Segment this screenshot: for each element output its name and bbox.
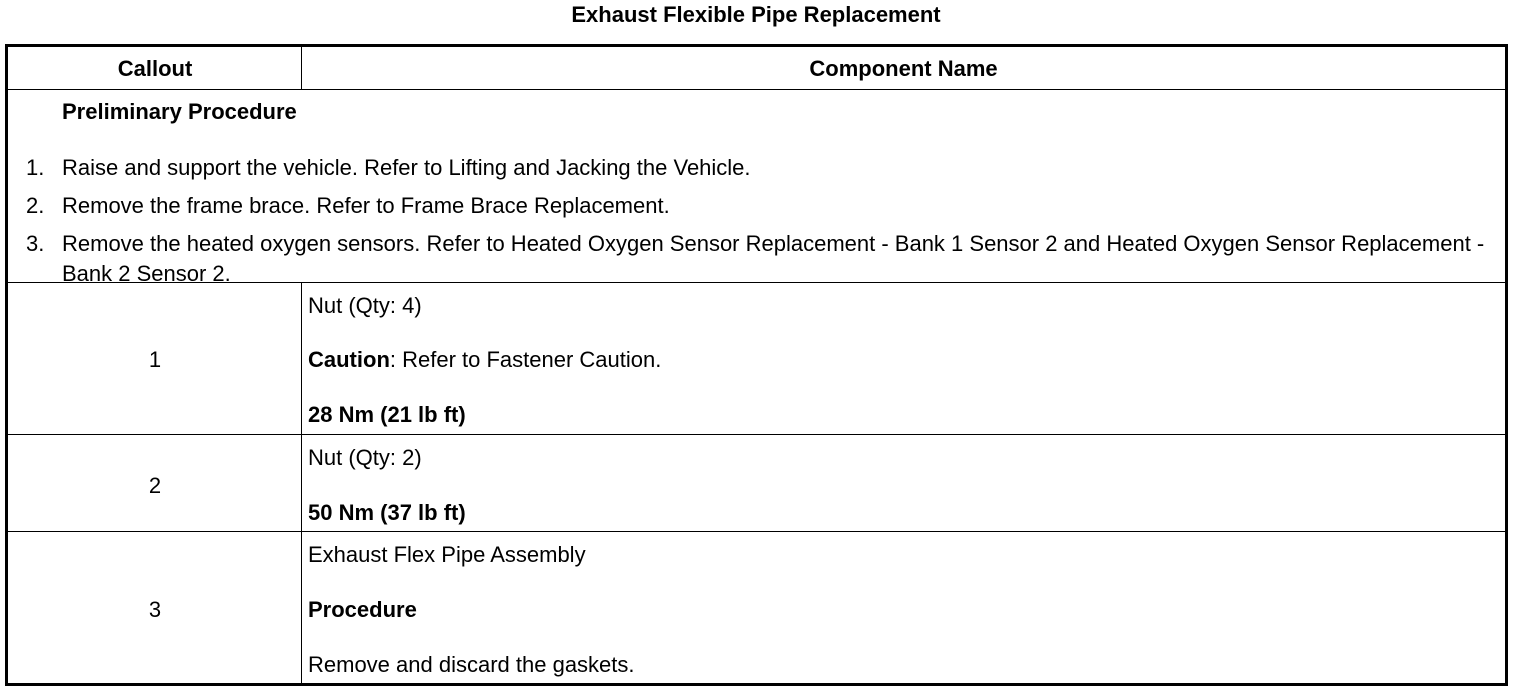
- step-number: 2.: [26, 193, 45, 218]
- step-text: Remove the heated oxygen sensors. Refer to Heated Oxygen Sensor Replacement - Bank 1 Sensor 2 and Heated Oxygen Sensor Replacement - Bank 2 Sensor 2.: [62, 231, 1485, 286]
- procedure-text: Remove and discard the gaskets.: [308, 652, 635, 677]
- row-2-divider: [8, 531, 1505, 532]
- page-title: Exhaust Flexible Pipe Replacement: [571, 2, 941, 27]
- list-item: [8, 229, 1488, 289]
- caution-label: Caution: [308, 347, 390, 372]
- procedure-label: Procedure: [308, 597, 417, 622]
- callout-1: 1: [148, 347, 162, 372]
- step-text: Remove the frame brace. Refer to Frame Brace Replacement.: [62, 193, 670, 218]
- callout-2: 2: [148, 473, 162, 498]
- list-item: [8, 153, 1488, 183]
- component-name-column-header: Component Name: [809, 56, 998, 81]
- caution-line: [308, 347, 1498, 373]
- callout-3: 3: [148, 597, 162, 622]
- row-1-divider: [8, 434, 1505, 435]
- component-name-1: Nut (Qty: 4): [308, 293, 422, 318]
- component-name-2: Nut (Qty: 2): [308, 445, 422, 470]
- list-item: [8, 191, 1488, 221]
- component-name-3: Exhaust Flex Pipe Assembly: [308, 542, 586, 567]
- step-text: Raise and support the vehicle. Refer to Lifting and Jacking the Vehicle.: [62, 155, 751, 180]
- component-table: [5, 44, 1508, 686]
- caution-text: : Refer to Fastener Caution.: [389, 347, 662, 372]
- step-number: 3.: [26, 231, 45, 256]
- header-column-divider: [301, 47, 302, 90]
- torque-spec-1: 28 Nm (21 lb ft): [308, 402, 466, 427]
- preliminary-steps-list: [8, 153, 1488, 297]
- preliminary-row-divider: [8, 282, 1505, 283]
- torque-spec-2: 50 Nm (37 lb ft): [308, 500, 466, 525]
- header-row-divider: [8, 89, 1505, 90]
- callout-column-header: Callout: [117, 56, 193, 81]
- preliminary-procedure-heading: Preliminary Procedure: [62, 99, 297, 124]
- step-number: 1.: [26, 155, 45, 180]
